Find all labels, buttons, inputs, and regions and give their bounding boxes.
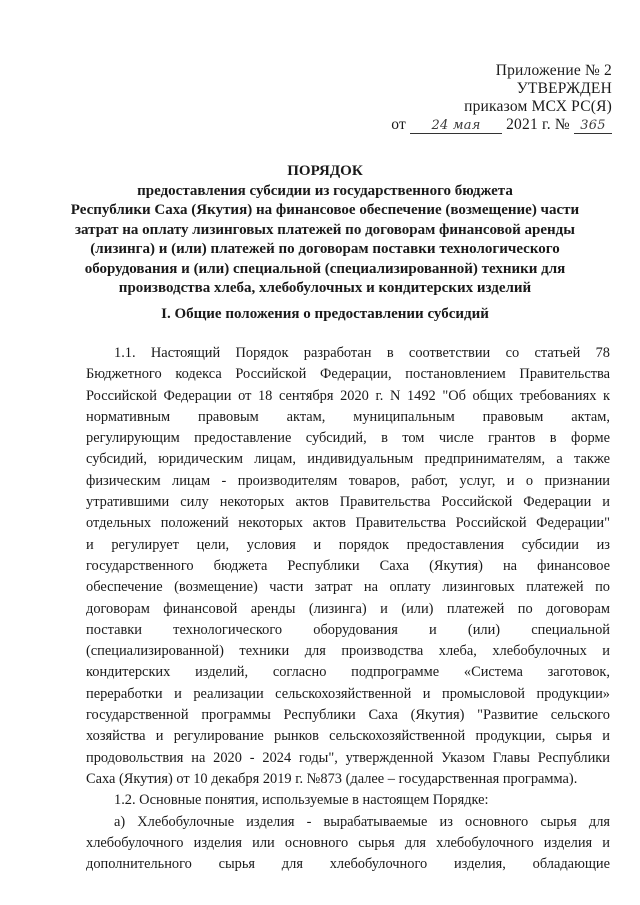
- paragraph-line: переработки и реализации сельскохозяйственной и промысловой продукции»: [86, 685, 610, 702]
- paragraph-line: отдельных положений некоторых актов Правительства Российской Федерации": [86, 515, 610, 532]
- title-line: (лизинга) и (или) платежей по договорам поставки технологического: [90, 241, 560, 257]
- paragraph-line: субсидий, юридическим лицам, индивидуальным предпринимателям, а также: [86, 451, 610, 468]
- approval-stamp: [352, 62, 612, 134]
- paragraph-line: договорам финансовой аренды (лизинга) и (или) платежей по договорам: [86, 600, 610, 617]
- paragraph-line: и регулирует цели, условия и порядок предоставления субсидии из: [86, 536, 610, 553]
- paragraph-line: государственного бюджета Республики Саха (Якутия) на финансовое: [86, 557, 610, 574]
- date-prefix: от: [391, 116, 406, 133]
- paragraph-line: нормативным правовым актам, муниципальным правовым актам,: [86, 408, 610, 425]
- paragraph-line: поставки технологического оборудования и (или) специальной: [86, 621, 610, 638]
- paragraph-line: дополнительного сырья для хлебобулочного изделия, обладающие: [86, 856, 610, 873]
- order-label: приказом МСХ РС(Я): [464, 98, 612, 115]
- approved-label: УТВЕРЖДЕН: [516, 80, 612, 97]
- paragraph-line: государственной программы Республики Саха (Якутия) "Развитие сельского: [86, 707, 610, 724]
- paragraph-line: обеспечение (возмещение) части затрат на оплату лизинговых платежей по: [86, 579, 610, 596]
- paragraph-line: Саха (Якутия) от 10 декабря 2019 г. №873 (далее – государственная программа).: [86, 770, 578, 787]
- appendix-label: Приложение № 2: [495, 62, 612, 79]
- date-year: 2021 г. №: [506, 116, 570, 133]
- paragraph-line: (специализированной) техники для производства хлеба, хлебобулочных и: [86, 643, 610, 660]
- paragraph-line: а) Хлебобулочные изделия - вырабатываемые из основного сырья для: [114, 813, 610, 830]
- paragraph-line: 1.2. Основные понятия, используемые в настоящем Порядке:: [114, 792, 489, 809]
- title-line: производства хлеба, хлебобулочных и кондитерских изделий: [118, 280, 532, 296]
- paragraph-line: Бюджетного кодекса Российской Федерации, постановлением Правительства: [86, 366, 610, 383]
- title-heading: ПОРЯДОК: [287, 163, 363, 179]
- paragraph-line: утратившими силу некоторых актов Правительства Российской Федерации и: [86, 494, 610, 511]
- title-line: оборудования и (или) специальной (специализированной) техники для: [84, 260, 566, 277]
- document-title: [40, 162, 610, 299]
- document-body: [86, 343, 610, 875]
- paragraph-line: продовольствия на 2020 - 2024 годы", утвержденной Указом Главы Республики: [86, 749, 610, 766]
- handwritten-number: 365: [574, 119, 612, 134]
- title-line: затрат на оплату лизинговых платежей по договорам финансовой аренды: [75, 221, 575, 238]
- title-line: предоставления субсидии из государственного бюджета: [137, 182, 513, 199]
- paragraph-line: кондитерских изделий, согласно подпрограмме «Система заготовок,: [86, 664, 610, 681]
- paragraph-line: физическим лицам - производителям товаров, работ, услуг, и о признании: [86, 472, 610, 489]
- handwritten-date: 24 мая: [410, 119, 502, 134]
- paragraph-line: регулирующим предоставление субсидий, в том числе грантов в форме: [86, 430, 610, 447]
- paragraph-line: 1.1. Настоящий Порядок разработан в соответствии со статьей 78: [114, 345, 610, 361]
- section-heading: I. Общие положения о предоставлении субсидий: [161, 306, 489, 322]
- paragraph-line: Российской Федерации от 18 сентября 2020 г. N 1492 "Об общих требованиях к: [86, 387, 610, 404]
- order-date-line: [352, 116, 612, 134]
- paragraph-line: хлебобулочного изделия или основного сырья для хлебобулочного изделия и: [86, 834, 610, 851]
- paragraph-line: хозяйства и регулирование рынков сельскохозяйственной продукции, сырья и: [86, 728, 610, 745]
- title-line: Республики Саха (Якутия) на финансовое обеспечение (возмещение) части: [70, 202, 580, 218]
